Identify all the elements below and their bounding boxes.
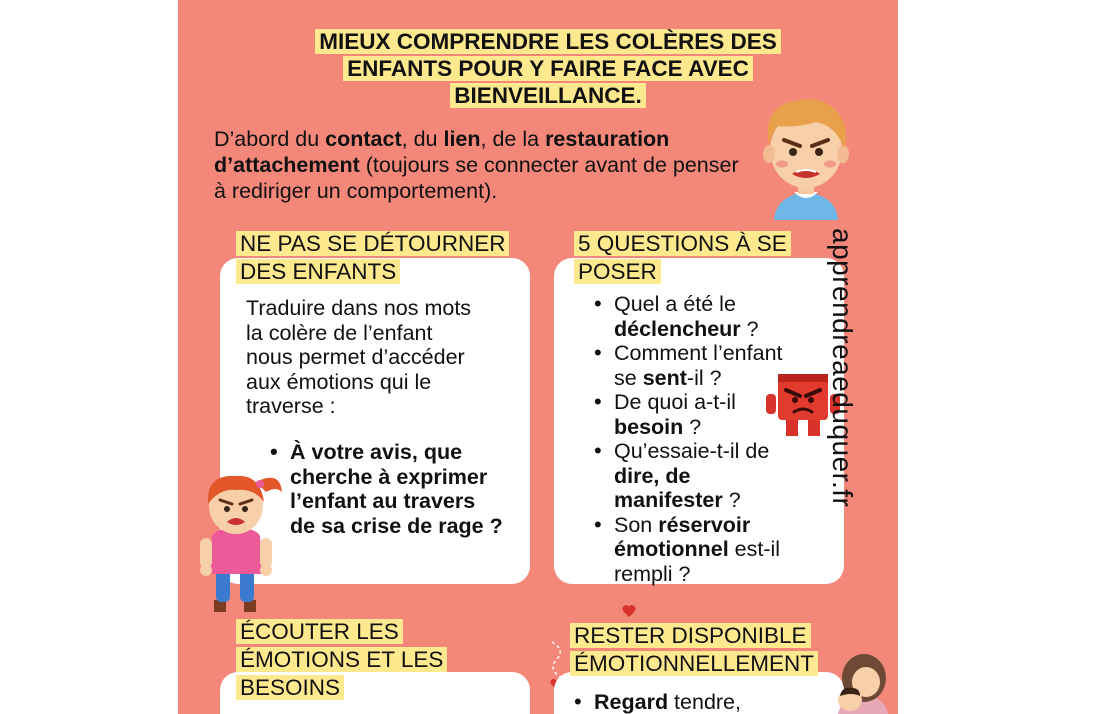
list-item: • À votre avis, que cherche à exprimer l’enfant au travers de sa crise de rage ?: [266, 440, 506, 538]
poster: [178, 0, 898, 714]
section-text-detourner: Traduire dans nos mots la colère de l’enfant nous permet d’accéder aux émotions qui le traverse :: [246, 296, 472, 418]
section-list-disponible: [570, 690, 790, 714]
list-item: • Son réservoir émotionnel est-il rempli ?: [590, 513, 790, 587]
list-item: • De quoi a-t-il besoin ?: [590, 390, 790, 439]
page-title: MIEUX COMPRENDRE LES COLÈRES DES ENFANTS POUR Y FAIRE FACE AVEC BIENVEILLANCE.: [268, 28, 828, 109]
section-title-detourner: NE PAS SE DÉTOURNER DES ENFANTS: [236, 230, 546, 286]
intro-paragraph: D’abord du contact, du lien, de la restauration d’attachement (toujours se connecter avant de penser à rediriger un comportement).: [214, 127, 739, 203]
section-title-disponible: RESTER DISPONIBLE ÉMOTIONNELLEMENT: [570, 622, 850, 678]
list-item: • Qu’essaie-t-il de dire, de manifester ?: [590, 439, 790, 513]
mother-child-illustration: [828, 652, 898, 714]
list-item: • Comment l’enfant se sent-il ?: [590, 341, 790, 390]
heart-icon: [622, 604, 636, 618]
side-url: apprendreaeduquer.fr: [827, 228, 858, 508]
list-item: • Regard tendre,: [570, 690, 790, 714]
section-list-questions: [590, 292, 790, 586]
section-list-detourner: [266, 440, 506, 538]
angry-girl-illustration: [196, 462, 286, 620]
list-item: • Quel a été le déclencheur ?: [590, 292, 790, 341]
section-title-ecouter: ÉCOUTER LES ÉMOTIONS ET LES BESOINS: [236, 618, 476, 702]
section-title-questions: 5 QUESTIONS À SE POSER: [574, 230, 824, 286]
angry-boy-illustration: [756, 92, 856, 220]
